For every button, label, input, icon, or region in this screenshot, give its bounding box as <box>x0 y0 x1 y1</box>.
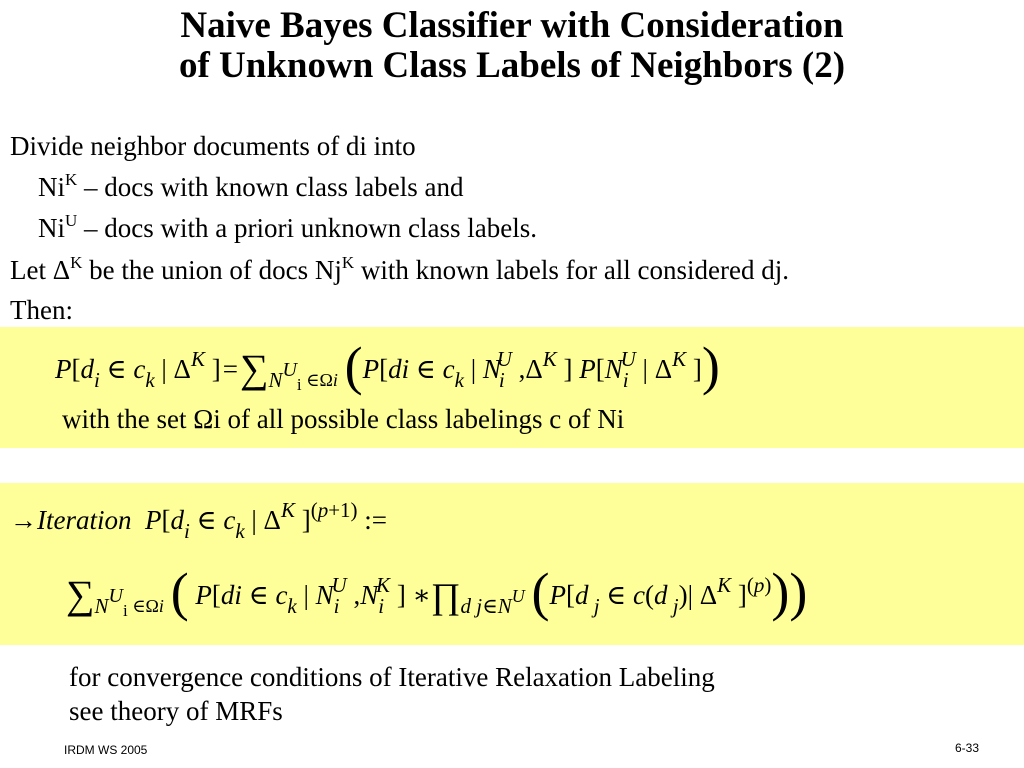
title-line-2: of Unknown Class Labels of Neighbors (2) <box>178 45 846 86</box>
slide-title <box>0 6 1024 86</box>
formula-1-note: with the set Ωi of all possible class labelings c of Ni <box>62 404 625 434</box>
ni-label-2: Ni <box>38 213 65 243</box>
unknown-desc: – docs with a priori unknown class labels. <box>77 213 537 243</box>
footer-left: IRDM WS 2005 <box>64 743 148 757</box>
ni-sup-u: U <box>65 211 78 230</box>
conclusion-line-1: for convergence conditions of Iterative Relaxation Labeling <box>69 662 715 692</box>
formula-1: $P[d_i$ ∈ $c_k$ | $\Delta^K$ ]$=\sum_NU_i$ $_{\in\Omega i}$ (P[di ∈ $c_k$ | $N_i^U$ $,\Delta^K$ ] $P[N_i^U$ | $\Delta^K$ ]) <box>55 336 720 396</box>
let-delta: Let Δ <box>10 255 71 285</box>
formula-2: $\sum_NU_i$ $_{\in\Omega i}$ ( P[di ∈ $c_k$ | $N_i^U$ $,N_i^K$ ] $∗\prod_{d j\in N}U$ (P[d $_j$ ∈ c(d $_j$)| $\Delta^K$ ]$^{(p)}$)) <box>66 562 808 622</box>
union-desc: be the union of docs Nj <box>82 255 342 285</box>
title-line-1: Naive Bayes Classifier with Consideration <box>180 5 844 46</box>
iteration-label: Iteration <box>37 505 132 535</box>
conclusion-line-2: see theory of MRFs <box>69 696 283 726</box>
known-desc: – docs with known class labels and <box>77 172 464 202</box>
ni-label: Ni <box>38 172 65 202</box>
footer-page-number: 6-33 <box>955 741 980 755</box>
formula-band-1 <box>0 327 1024 448</box>
ni-sup-k: K <box>65 170 78 189</box>
body-line-2 <box>38 171 463 207</box>
formula-band-2 <box>0 483 1024 645</box>
known-labels-desc: with known labels for all considered dj. <box>354 255 790 285</box>
iteration-formula: →Iteration $P[d_i$ ∈ $c_k$ | $\Delta^K$ ]$^{(p+1)}$ := <box>10 498 388 543</box>
body-line-1: Divide neighbor documents of di into <box>10 131 416 161</box>
body-line-4 <box>10 254 789 290</box>
body-line-5: Then: <box>10 295 73 325</box>
nj-sup-k: K <box>341 253 355 272</box>
delta-sup-k: K <box>70 253 83 272</box>
body-line-3 <box>38 212 537 248</box>
